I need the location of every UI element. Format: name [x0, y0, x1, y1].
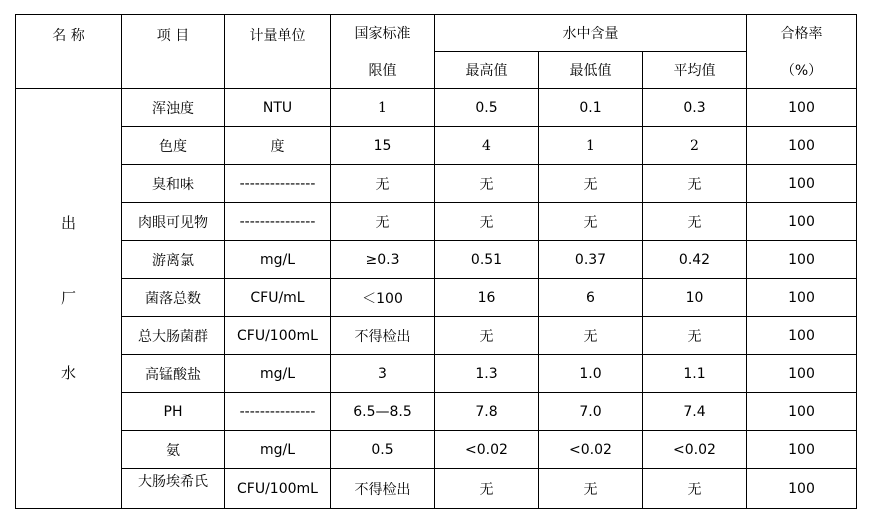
cell-avg: 7.4 — [643, 393, 747, 431]
group-label-char: 水 — [60, 364, 76, 382]
cell-item: 肉眼可见物 — [122, 203, 225, 241]
header-standard-line2: 限值 — [331, 52, 435, 89]
cell-rate: 100 — [747, 279, 857, 317]
table-body — [16, 89, 857, 509]
header-standard-line1: 国家标准 — [331, 15, 435, 52]
table-row — [16, 317, 857, 355]
table-row — [16, 89, 857, 127]
cell-rate: 100 — [747, 431, 857, 469]
cell-min: 0.37 — [539, 241, 643, 279]
cell-unit: CFU/100mL — [225, 469, 331, 509]
cell-min: 6 — [539, 279, 643, 317]
table-row — [16, 241, 857, 279]
cell-standard: 1 — [331, 89, 435, 127]
cell-standard: 无 — [331, 203, 435, 241]
header-unit: 计量单位 — [225, 15, 331, 89]
cell-min: 无 — [539, 165, 643, 203]
header-avg: 平均值 — [643, 52, 747, 89]
header-min: 最低值 — [539, 52, 643, 89]
header-pass-rate-unit: （%） — [747, 52, 857, 89]
cell-rate: 100 — [747, 127, 857, 165]
table-row — [16, 469, 857, 509]
table-row — [16, 127, 857, 165]
cell-rate: 100 — [747, 317, 857, 355]
cell-max: 7.8 — [435, 393, 539, 431]
cell-min: <0.02 — [539, 431, 643, 469]
cell-item: 色度 — [122, 127, 225, 165]
cell-max: 无 — [435, 165, 539, 203]
cell-standard: ＜100 — [331, 279, 435, 317]
header-content-group: 水中含量 — [435, 15, 747, 52]
cell-min: 无 — [539, 317, 643, 355]
cell-min: 0.1 — [539, 89, 643, 127]
table-row — [16, 203, 857, 241]
header-item: 项 目 — [122, 15, 225, 89]
cell-standard: 15 — [331, 127, 435, 165]
cell-unit: mg/L — [225, 241, 331, 279]
cell-max: <0.02 — [435, 431, 539, 469]
group-label-char: 出 — [60, 214, 76, 232]
group-label-char: 厂 — [60, 289, 76, 307]
cell-unit: 度 — [225, 127, 331, 165]
cell-rate: 100 — [747, 203, 857, 241]
cell-unit: --------------- — [225, 393, 331, 431]
cell-avg: <0.02 — [643, 431, 747, 469]
cell-max: 16 — [435, 279, 539, 317]
cell-standard: 0.5 — [331, 431, 435, 469]
table-row — [16, 279, 857, 317]
cell-rate: 100 — [747, 355, 857, 393]
cell-avg: 无 — [643, 203, 747, 241]
cell-max: 无 — [435, 203, 539, 241]
cell-standard: ≥0.3 — [331, 241, 435, 279]
cell-min: 无 — [539, 203, 643, 241]
table-row — [16, 355, 857, 393]
cell-rate: 100 — [747, 469, 857, 509]
cell-min: 1 — [539, 127, 643, 165]
cell-avg: 2 — [643, 127, 747, 165]
cell-item: 大肠埃希氏 — [122, 469, 225, 509]
header-pass-rate: 合格率 — [747, 15, 857, 52]
cell-unit: --------------- — [225, 203, 331, 241]
table-row — [16, 165, 857, 203]
cell-standard: 无 — [331, 165, 435, 203]
cell-unit: NTU — [225, 89, 331, 127]
group-label — [16, 89, 122, 509]
table-row — [16, 431, 857, 469]
cell-item: 游离氯 — [122, 241, 225, 279]
cell-avg: 0.3 — [643, 89, 747, 127]
cell-max: 无 — [435, 469, 539, 509]
cell-item: 总大肠菌群 — [122, 317, 225, 355]
cell-rate: 100 — [747, 393, 857, 431]
cell-standard: 6.5—8.5 — [331, 393, 435, 431]
cell-item: 浑浊度 — [122, 89, 225, 127]
cell-max: 1.3 — [435, 355, 539, 393]
cell-rate: 100 — [747, 165, 857, 203]
cell-min: 无 — [539, 469, 643, 509]
cell-avg: 0.42 — [643, 241, 747, 279]
cell-item: 氨 — [122, 431, 225, 469]
cell-item: 菌落总数 — [122, 279, 225, 317]
cell-avg: 10 — [643, 279, 747, 317]
cell-item: 高锰酸盐 — [122, 355, 225, 393]
table-row — [16, 393, 857, 431]
cell-unit: mg/L — [225, 355, 331, 393]
header-max: 最高值 — [435, 52, 539, 89]
cell-rate: 100 — [747, 241, 857, 279]
cell-standard: 不得检出 — [331, 317, 435, 355]
water-quality-table — [15, 14, 857, 509]
cell-standard: 不得检出 — [331, 469, 435, 509]
cell-avg: 无 — [643, 317, 747, 355]
cell-min: 1.0 — [539, 355, 643, 393]
cell-unit: CFU/100mL — [225, 317, 331, 355]
cell-avg: 1.1 — [643, 355, 747, 393]
cell-unit: mg/L — [225, 431, 331, 469]
cell-max: 无 — [435, 317, 539, 355]
cell-max: 4 — [435, 127, 539, 165]
cell-unit: --------------- — [225, 165, 331, 203]
cell-standard: 3 — [331, 355, 435, 393]
cell-item: 臭和味 — [122, 165, 225, 203]
header-row-1 — [16, 15, 857, 52]
cell-item: PH — [122, 393, 225, 431]
header-name: 名 称 — [16, 15, 122, 89]
cell-max: 0.5 — [435, 89, 539, 127]
cell-min: 7.0 — [539, 393, 643, 431]
cell-rate: 100 — [747, 89, 857, 127]
cell-max: 0.51 — [435, 241, 539, 279]
cell-avg: 无 — [643, 165, 747, 203]
cell-unit: CFU/mL — [225, 279, 331, 317]
cell-avg: 无 — [643, 469, 747, 509]
